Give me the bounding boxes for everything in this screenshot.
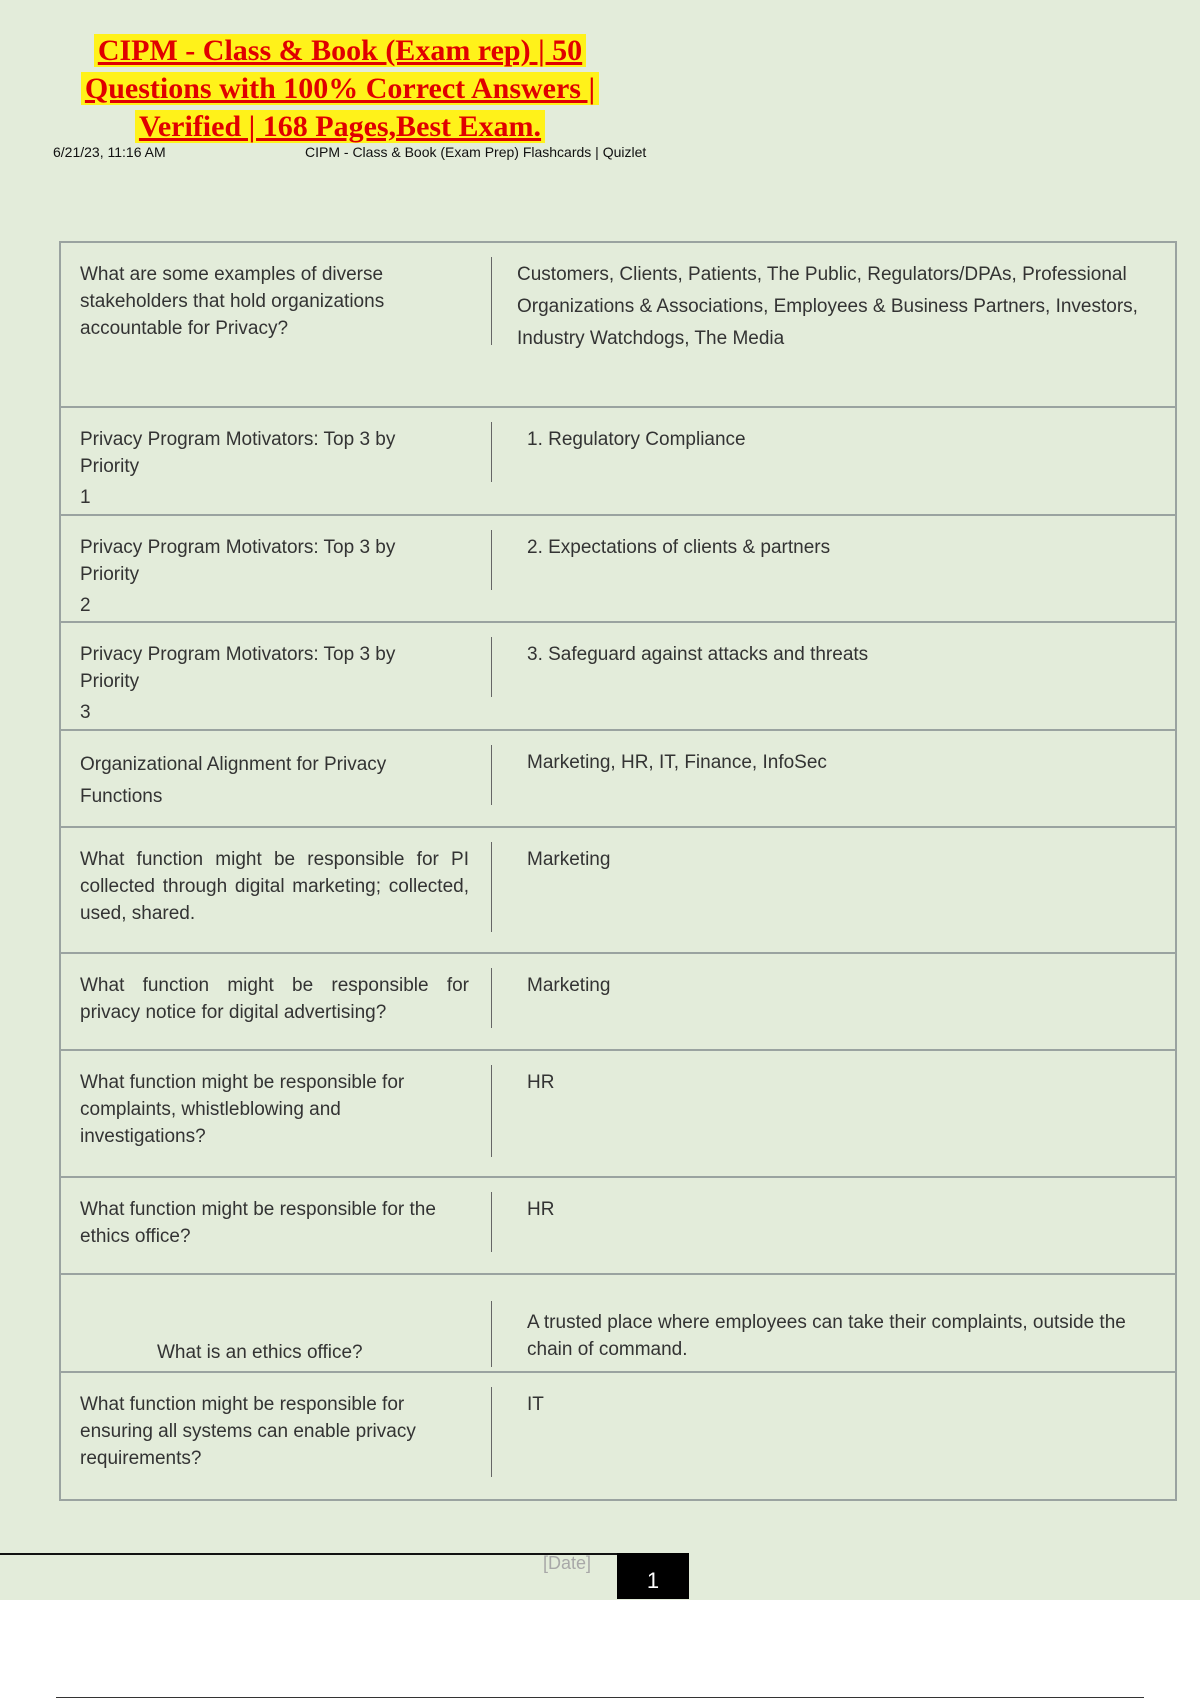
flashcard-row [61, 623, 1175, 731]
term-text: Privacy Program Motivators: Top 3 by Priority [80, 429, 396, 477]
definition-line: IT [527, 1394, 544, 1415]
flashcard-row [61, 243, 1175, 408]
column-divider [491, 745, 492, 805]
title-line-3: Verified | 168 Pages,Best Exam. [135, 110, 545, 143]
flashcard-row [61, 731, 1175, 828]
term-number: 3 [80, 702, 91, 723]
definition-line: 3. Safeguard against attacks and threats [527, 644, 869, 665]
term-number: 2 [80, 595, 91, 616]
flashcard-term: What are some examples of diverse stakeholders that hold organizations accountable for Privacy? [80, 264, 385, 339]
flashcard-term: What function might be responsible for privacy notice for digital advertising? [80, 975, 469, 1023]
column-divider [491, 637, 492, 697]
footer-rule [0, 1553, 620, 1555]
column-divider [491, 422, 492, 482]
definition-line: 2. Expectations of clients & partners [527, 537, 831, 558]
flashcard-definition [481, 243, 1175, 406]
column-divider [491, 968, 492, 1028]
flashcard-definition [421, 623, 1175, 729]
flashcard-definition [441, 1051, 1175, 1176]
flashcard-row [61, 1275, 1175, 1373]
flashcard-term: What function might be responsible for PI collected through digital marketing; collected, used, shared. [80, 849, 469, 924]
flashcard-term: What is an ethics office? [157, 1342, 363, 1363]
bottom-rule [56, 1697, 1144, 1698]
definition-line: 1. Regulatory Compliance [527, 429, 746, 450]
flashcard-row [61, 516, 1175, 623]
flashcard-term: Organizational Alignment for Privacy Functions [80, 754, 387, 807]
definition-line: Marketing [527, 975, 611, 996]
flashcard-term: What function might be responsible for complaints, whistleblowing and investigations? [80, 1072, 405, 1147]
column-divider [491, 1065, 492, 1157]
column-divider [491, 1192, 492, 1252]
flashcard-row [61, 828, 1175, 954]
flashcard-term [61, 623, 421, 729]
column-divider [491, 257, 492, 345]
definition-line: Marketing, HR, IT, Finance, InfoSec [527, 752, 827, 773]
title-line-2: Questions with 100% Correct Answers | [81, 72, 599, 105]
flashcard-row [61, 954, 1175, 1051]
flashcard-row [61, 1051, 1175, 1178]
print-source: CIPM - Class & Book (Exam Prep) Flashcards | Quizlet [305, 144, 647, 160]
flashcard-row [61, 408, 1175, 516]
footer-date-placeholder: [Date] [543, 1553, 592, 1573]
flashcard-term: What function might be responsible for ensuring all systems can enable privacy requirements? [80, 1394, 416, 1469]
flashcard-definition [421, 408, 1175, 514]
definition-line: Organizations & Associations, Employees & Business Partners, Investors, [517, 296, 1138, 317]
term-number: 1 [80, 487, 91, 508]
definition-line: Marketing [527, 849, 611, 870]
term-text: Privacy Program Motivators: Top 3 by Priority [80, 644, 396, 692]
flashcard-row [61, 1373, 1175, 1499]
column-divider [491, 530, 492, 590]
term-text: Privacy Program Motivators: Top 3 by Priority [80, 537, 396, 585]
print-timestamp: 6/21/23, 11:16 AM [53, 144, 166, 160]
definition-line: HR [527, 1199, 555, 1220]
flashcard-row [61, 1178, 1175, 1275]
flashcard-term [61, 516, 421, 621]
flashcard-definition [491, 954, 1175, 1049]
title-line-1: CIPM - Class & Book (Exam rep) | 50 [94, 34, 586, 67]
document-title [60, 32, 620, 146]
column-divider [491, 1301, 492, 1367]
flashcard-definition [491, 828, 1175, 952]
column-divider [491, 842, 492, 932]
flashcard-definition [491, 1275, 1175, 1371]
definition-line: HR [527, 1072, 555, 1093]
flashcard-definition [421, 516, 1175, 621]
flashcard-definition [441, 1373, 1175, 1499]
flashcard-term: What function might be responsible for the ethics office? [80, 1199, 436, 1247]
flashcard-term [61, 408, 421, 514]
definition-line: Industry Watchdogs, The Media [517, 328, 785, 349]
flashcard-table [59, 241, 1177, 1501]
definition-line: A trusted place where employees can take their complaints, outside the chain of command. [527, 1312, 1126, 1360]
flashcard-definition [481, 1178, 1175, 1273]
page-number: 1 [617, 1553, 689, 1599]
flashcard-definition [421, 731, 1175, 826]
column-divider [491, 1387, 492, 1477]
definition-line: Customers, Clients, Patients, The Public, Regulators/DPAs, Professional [517, 264, 1127, 285]
